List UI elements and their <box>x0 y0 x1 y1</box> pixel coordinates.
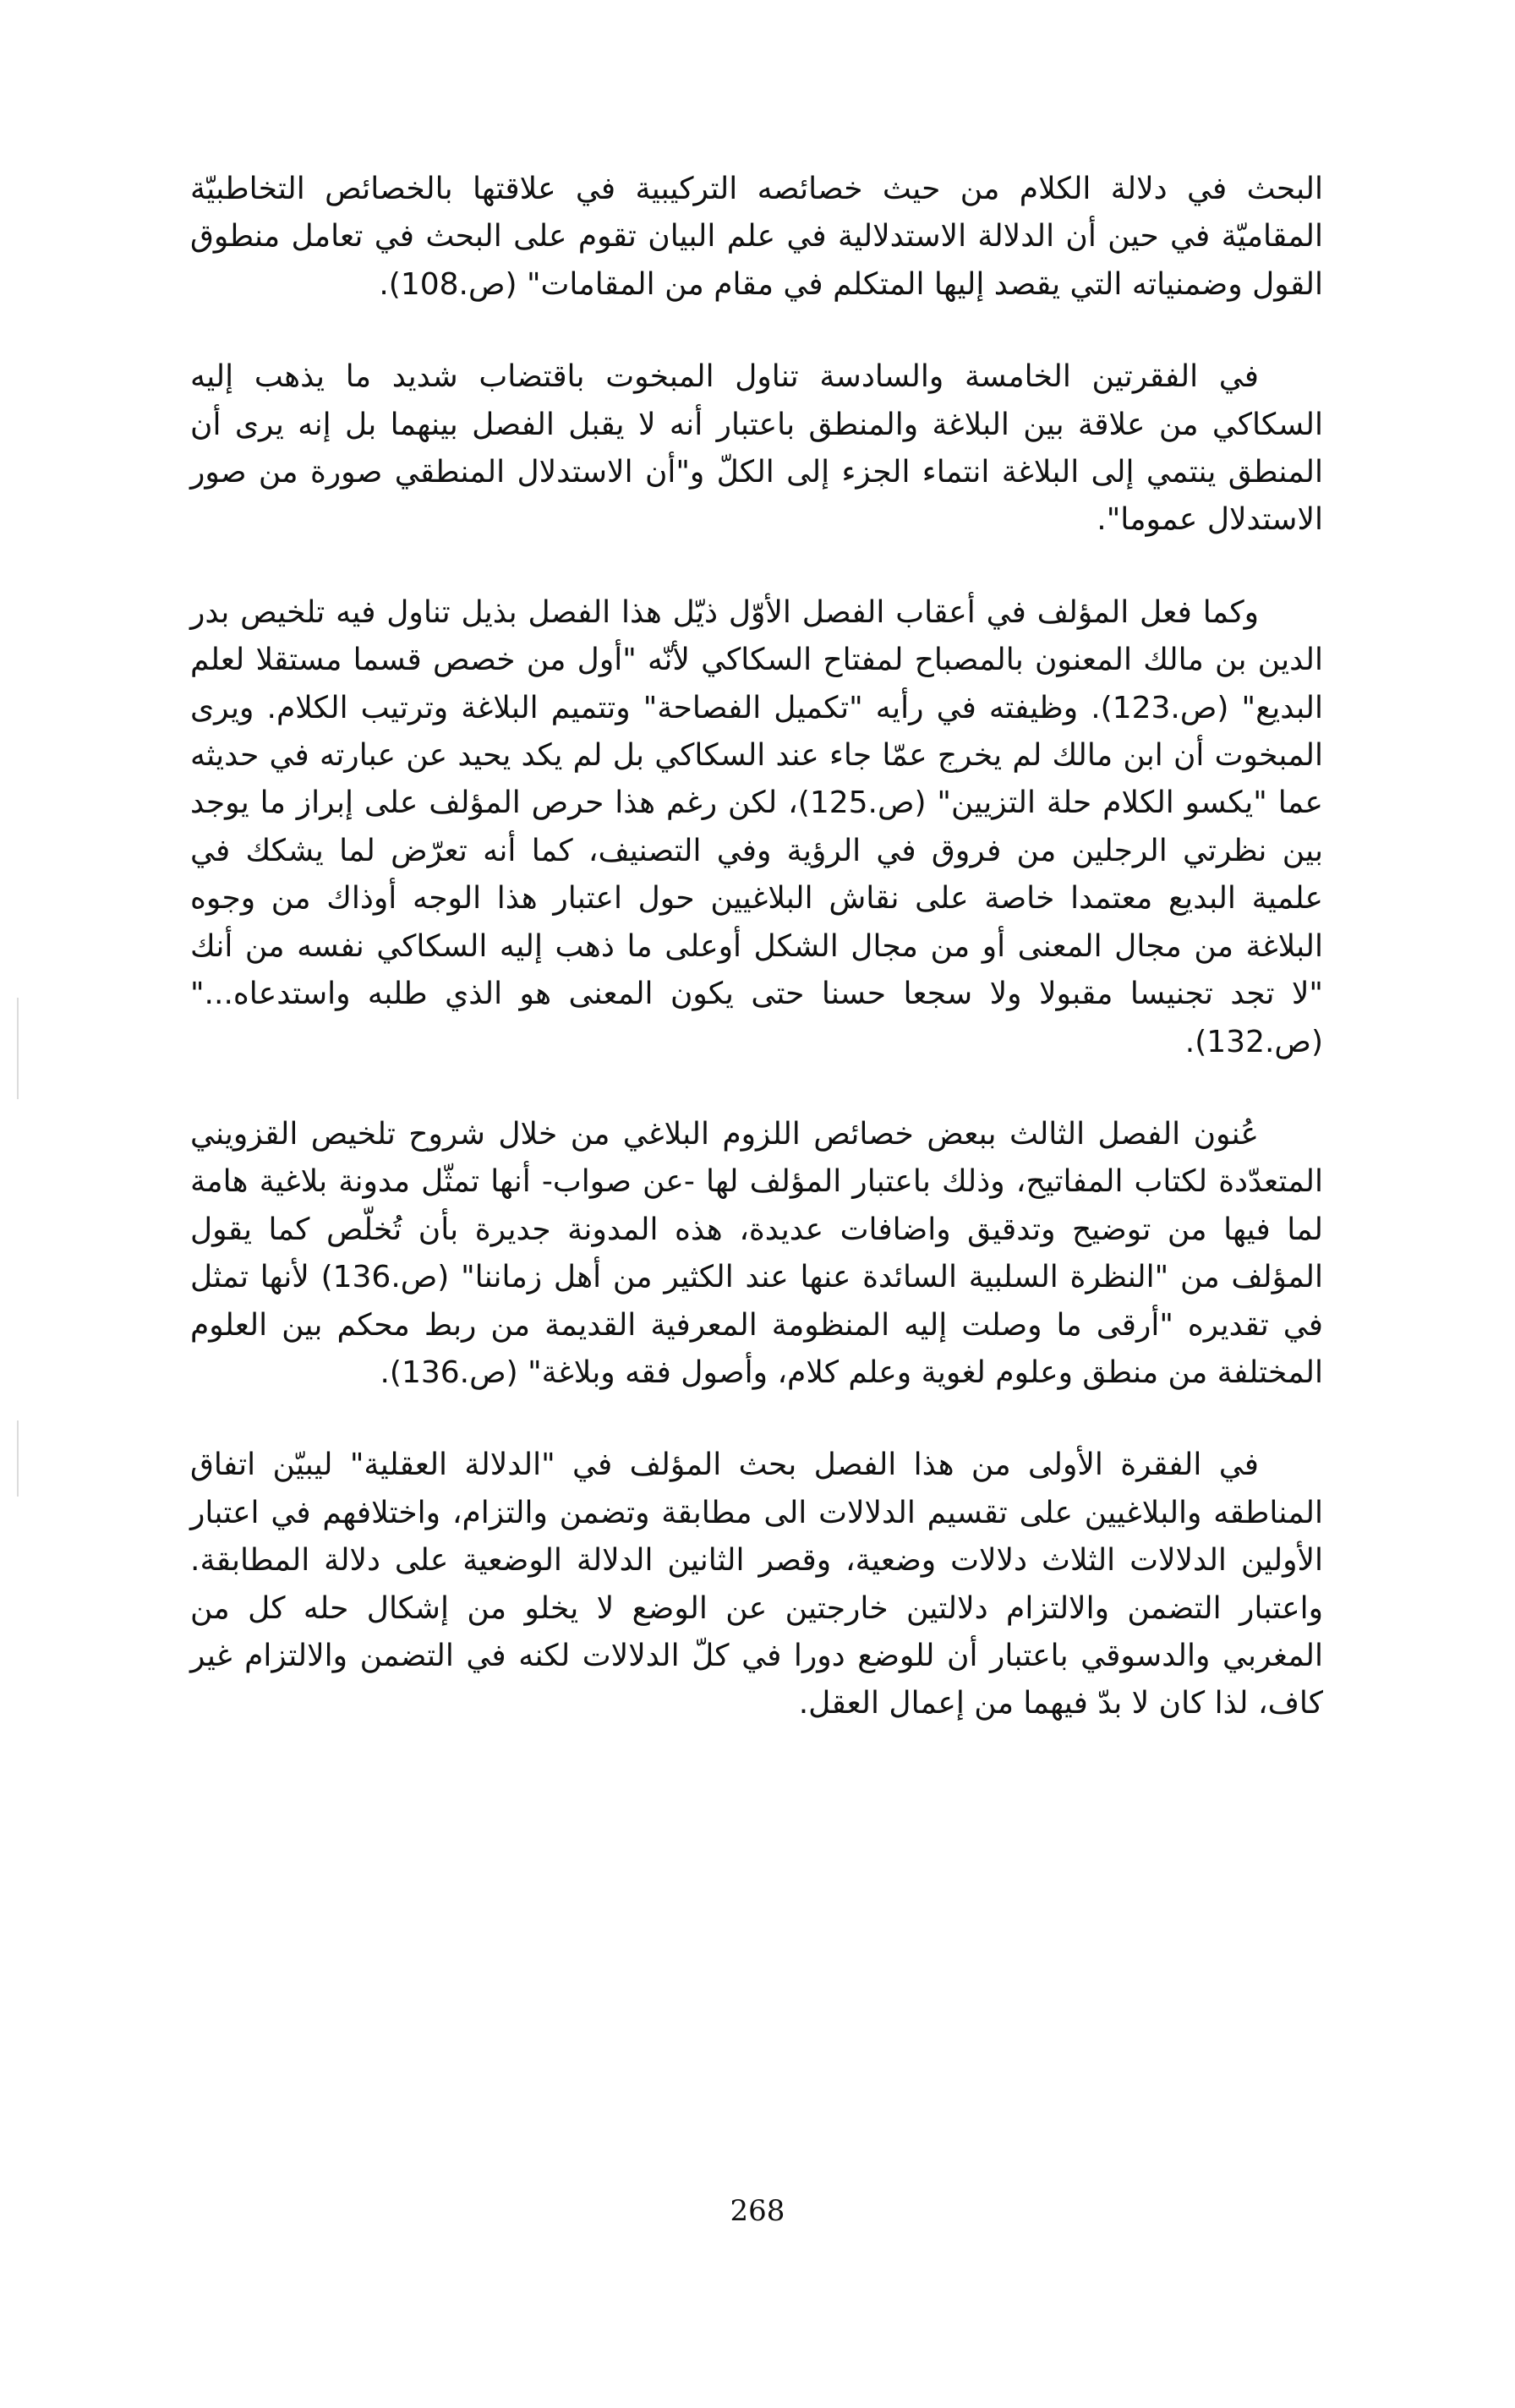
paragraph-5: في الفقرة الأولى من هذا الفصل بحث المؤلف في "الدلالة العقلية" ليبيّن اتفاق المناطقه والبلاغيين على تقسيم الدلالات الى مطابقة وتضمن والتزام، واختلافهم في اعتبار الأولين الدلالات الثلاث دلالات وضعية، وقصر الثانين الدلالة الوضعية على دلالة المطابقة. واعتبار التضمن والالتزام دلالتين خارجتين عن الوضع لا يخلو من إشكال حله كل من المغربي والدسوقي باعتبار أن للوضع دورا في كلّ الدلالات لكنه في التضمن والالتزام غير كاف، لذا كان لا بدّ فيهما من إعمال العقل. <box>190 1448 1323 1721</box>
paragraph-3: وكما فعل المؤلف في أعقاب الفصل الأوّل ذيّل هذا الفصل بذيل تناول فيه تلخيص بدر الدين بن مالك المعنون بالمصباح لمفتاح السكاكي لأنّه "أول من خصص قسما مستقلا لعلم البديع" (ص.123). وظيفته في رأيه "تكميل الفصاحة" وتتميم البلاغة وترتيب الكلام. ويرى المبخوت أن ابن مالك لم يخرج عمّا جاء عند السكاكي بل لم يكد يحيد عن عبارته في حديثه عما "يكسو الكلام حلة التزيين" (ص.125)، لكن رغم هذا حرص المؤلف على إبراز ما يوجد بين نظرتي الرجلين من فروق في الرؤية وفي التصنيف، كما أنه تعرّض لما يشكك في علمية البديع معتمدا خاصة على نقاش البلاغيين حول اعتبار هذا الوجه أوذاك من وجوه البلاغة من مجال المعنى أو من مجال الشكل أوعلى ما ذهب إليه السكاكي نفسه من أنك "لا تجد تجنيسا مقبولا ولا سجعا حسنا حتى يكون المعنى هو الذي طلبه واستدعاه..." (ص.132). <box>190 594 1323 1059</box>
paragraph-4: عُنون الفصل الثالث ببعض خصائص اللزوم البلاغي من خلال شروح تلخيص القزويني المتعدّدة لكتاب المفاتيح، وذلك باعتبار المؤلف لها -عن صواب- أنها تمثّل مدونة بلاغية هامة لما فيها من توضيح وتدقيق واضافات عديدة، هذه المدونة جديرة بأن تُخلّص كما يقول المؤلف من "النظرة السلبية السائدة عنها عند الكثير من أهل زماننا" (ص.136) لأنها تمثل في تقديره "أرقى ما وصلت إليه المنظومة المعرفية القديمة من ربط محكم بين العلوم المختلفة من منطق وعلوم لغوية وعلم كلام، وأصول فقه وبلاغة" (ص.136). <box>190 1116 1323 1390</box>
margin-scan-mark <box>17 1420 19 1497</box>
paragraph-1: البحث في دلالة الكلام من حيث خصائصه التركيبية في علاقتها بالخصائص التخاطبيّة المقاميّة في حين أن الدلالة الاستدلالية في علم البيان تقوم على البحث في تعامل منطوق القول وضمنياته التي يقصد إليها المتكلم في مقام من المقامات" (ص.108). <box>190 172 1323 302</box>
paragraph-2: في الفقرتين الخامسة والسادسة تناول المبخوت باقتضاب شديد ما يذهب إليه السكاكي من علاقة بين البلاغة والمنطق باعتبار أنه لا يقبل الفصل بينهما بل إنه يرى أن المنطق ينتمي إلى البلاغة انتماء الجزء إلى الكلّ و"أن الاستدلال المنطقي صورة من صور الاستدلال عموما". <box>190 359 1323 538</box>
margin-scan-mark <box>17 998 19 1099</box>
body-text <box>190 166 1323 1773</box>
page-number: 268 <box>730 2194 785 2228</box>
